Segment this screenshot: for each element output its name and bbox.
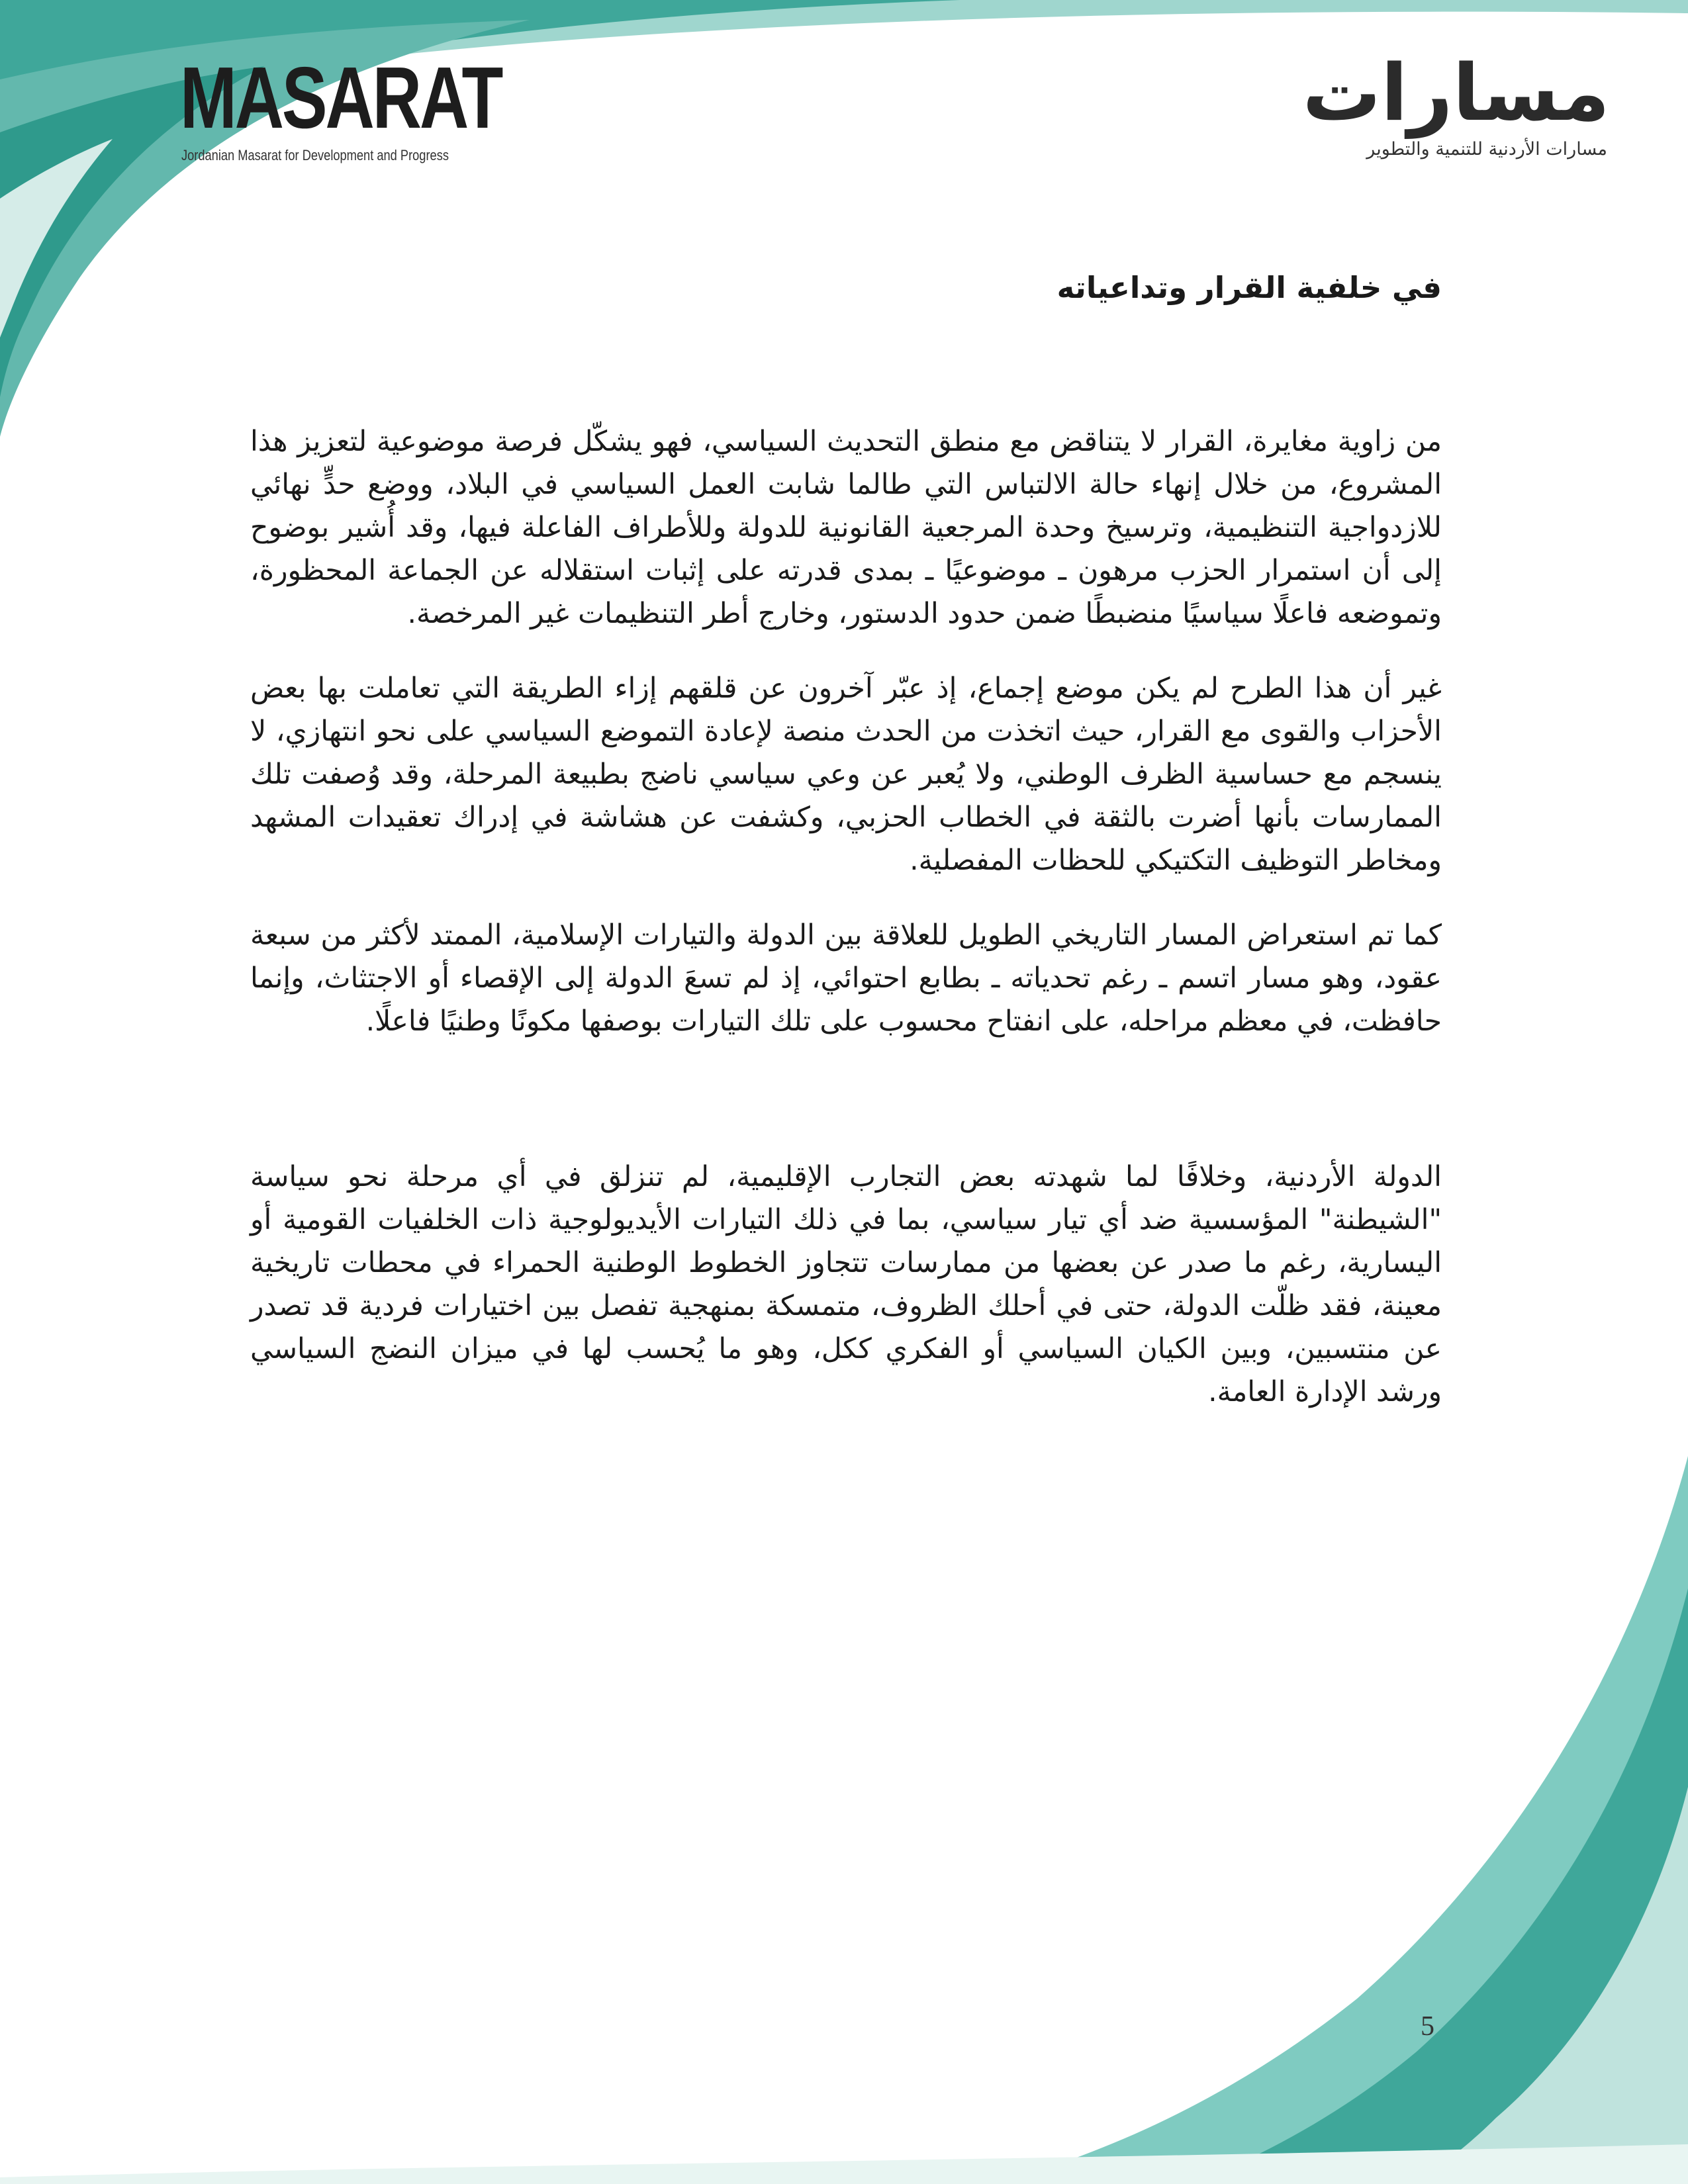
paragraph: من زاوية مغايرة، القرار لا يتناقض مع منطق التحديث السياسي، فهو يشكّل فرصة موضوعية لتعزيز هذا المشروع، من خلال إنهاء حالة الالتباس التي طالما شابت العمل السياسي في البلاد، ووضع حدٍّ نهائي للازدواجية التنظيمية، وترسيخ وحدة المرجعية القانونية للدولة وللأطراف الفاعلة فيها، وقد أُشير بوضوح إلى أن استمرار الحزب مرهون ـ موضوعيًا ـ بمدى قدرته على إثبات استقلاله عن الجماعة المحظورة، وتموضعه فاعلًا سياسيًا منضبطًا ضمن حدود الدستور، وخارج أطر التنظيمات غير المرخصة. xyxy=(250,426,1442,630)
masarat-logo-arabic xyxy=(1302,46,1610,172)
logo-wordmark-arabic: مسارات xyxy=(1302,47,1610,138)
paragraph: الدولة الأردنية، وخلافًا لما شهدته بعض التجارب الإقليمية، لم تنزلق في أي مرحلة نحو سياسة "الشيطنة" المؤسسية ضد أي تيار سياسي، بما في ذلك التيارات الأيديولوجية ذات الخلفيات القومية أو اليسارية، رغم ما صدر عن بعضها من ممارسات تتجاوز الخطوط الوطنية الحمراء في محطات تاريخية معينة، فقد ظلّت الدولة، حتى في أحلك الظروف، متمسكة بمنهجية تفصل بين اختيارات فردية قد تصدر عن منتسبين، وبين الكيان السياسي أو الفكري ككل، وهو ما يُحسب لها في ميزان النضج السياسي ورشد الإدارة العامة. xyxy=(250,1161,1442,1408)
logo-wordmark: MASARAT xyxy=(180,49,502,146)
section-title: في خلفية القرار وتداعياته xyxy=(1056,270,1442,305)
document-body xyxy=(250,265,1442,1445)
page-number: 5 xyxy=(1421,2011,1434,2042)
logo-tagline-arabic: مسارات الأردنية للتنمية والتطوير xyxy=(1366,139,1607,159)
masarat-logo-latin xyxy=(180,49,502,164)
logo-tagline: Jordanian Masarat for Development and Progress xyxy=(181,147,449,163)
paragraph: غير أن هذا الطرح لم يكن موضع إجماع، إذ عبّر آخرون عن قلقهم إزاء الطريقة التي تعاملت بها بعض الأحزاب والقوى مع القرار، حيث اتخذت من الحدث منصة لإعادة التموضع السياسي على نحو انتهازي، لا ينسجم مع حساسية الظرف الوطني، ولا يُعبر عن وعي سياسي ناضج بطبيعة المرحلة، وقد وُصفت تلك الممارسات بأنها أضرت بالثقة في الخطاب الحزبي، وكشفت عن هشاشة في إدراك تعقيدات المشهد ومخاطر التوظيف التكتيكي للحظات المفصلية. xyxy=(250,672,1442,877)
paragraph: كما تم استعراض المسار التاريخي الطويل للعلاقة بين الدولة والتيارات الإسلامية، الممتد لأكثر من سبعة عقود، وهو مسار اتسم ـ رغم تحدياته ـ بطابع احتوائي، إذ لم تسعَ الدولة إلى الإقصاء أو الاجتثاث، وإنما حافظت، في معظم مراحله، على انفتاح محسوب على تلك التيارات بوصفها مكونًا وطنيًا فاعلًا. xyxy=(250,919,1442,1038)
